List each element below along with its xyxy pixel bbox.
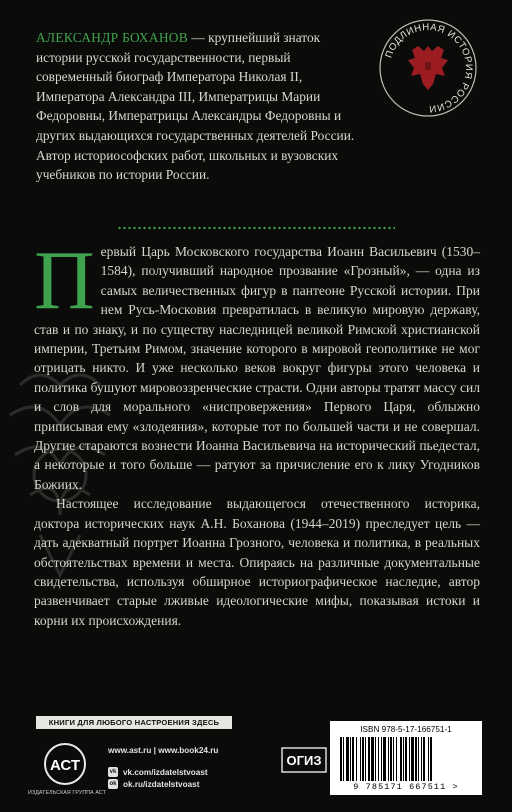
barcode-bar bbox=[340, 737, 342, 781]
vk-row bbox=[108, 766, 218, 778]
barcode-bar bbox=[421, 737, 422, 781]
author-bio-text: — крупнейший знаток истории русской государственности, первый современный биограф Императора Николая II, Императора Александра III, Императрицы Марии Федоровны, Императрицы Александры Федоровны и других выдающихся государственных деятелей России. Автор историософских работ, школьных и вузовских учебников по истории России. bbox=[36, 30, 355, 183]
barcode-bar bbox=[350, 737, 351, 781]
barcode bbox=[330, 721, 482, 795]
author-name: АЛЕКСАНДР БОХАНОВ bbox=[36, 30, 188, 45]
ok-icon: ok bbox=[109, 781, 117, 787]
barcode-bar bbox=[378, 737, 379, 781]
seal-text: ПОДЛИННАЯ ИСТОРИЯ РОССИИ bbox=[383, 21, 475, 115]
barcode-bar bbox=[409, 737, 410, 781]
dropcap: П bbox=[34, 234, 95, 327]
barcode-bar bbox=[352, 737, 354, 781]
ast-logo bbox=[36, 738, 94, 796]
barcode-bar bbox=[390, 737, 392, 781]
vk-link[interactable]: vk.com/izdatelstvoast bbox=[123, 767, 208, 777]
ok-row bbox=[108, 778, 218, 790]
barcode-bars bbox=[338, 737, 474, 781]
ok-link[interactable]: ok.ru/izdatelstvoast bbox=[123, 779, 200, 789]
barcode-bar bbox=[371, 737, 374, 781]
barcode-bar bbox=[415, 737, 417, 781]
barcode-bar bbox=[403, 737, 404, 781]
ogiz-logo bbox=[281, 747, 327, 773]
publisher-subtitle: ИЗДАТЕЛЬСКАЯ ГРУППА АСТ bbox=[28, 790, 106, 796]
barcode-bar bbox=[375, 737, 376, 781]
barcode-bar bbox=[356, 737, 357, 781]
barcode-bar bbox=[418, 737, 419, 781]
barcode-bar bbox=[346, 737, 349, 781]
barcode-bar bbox=[343, 737, 344, 781]
barcode-bar bbox=[423, 737, 425, 781]
annotation-paragraph-1: Первый Царь Московского государства Иоанн Васильевич (1530–1584), получивший народное прозвание «Грозный», — одна из самых величественных фигур в пантеоне Русской истории. При нем Русь-Московия превратилась в великую мировую державу, став и по знаку, и по существу наследницей великой Римской христианской империи, Третьим Римом, значение которого в мировой геополитике не мог отрицать никто. И уже несколько веков вокруг фигуры этого человека и политика бушуют мировоззренческие страсти. Одни авторы тратят массу сил и слов для морального «ниспровержения» Первого Царя, облыжно приписывая ему «злодеяния», которые тот по большей части и не совершал. Другие стараются вознести Иоанна Васильевича на исторический пьедестал, а некоторые и того больше — ратуют за причисление его к лику Угодников Божиих. bbox=[34, 234, 481, 492]
barcode-bar bbox=[383, 737, 386, 781]
annotation-paragraph-2: Настоящее исследование выдающегося отечественного историка, доктора исторических наук А.Н. Боханова (1944–2019) преследует цель — дать адекватный портрет Иоанна Грозного, человека и политика, в реальных обстоятельствах времени и места. Опираясь на различные документальные свидетельства, используя обширное историографическое наследие, автор развенчивает старые лживые идеологические мифы, показывая истоки и корни их происхождения. bbox=[34, 496, 480, 628]
svg-text:ОГИЗ: ОГИЗ bbox=[286, 753, 322, 768]
author-bio bbox=[36, 28, 366, 185]
websites-link[interactable]: www.ast.ru | www.book24.ru bbox=[108, 745, 219, 755]
barcode-bar bbox=[388, 737, 389, 781]
barcode-bar bbox=[428, 737, 429, 781]
svg-text:АСТ: АСТ bbox=[49, 757, 81, 774]
barcode-bar bbox=[368, 737, 370, 781]
barcode-bar bbox=[362, 737, 364, 781]
barcode-bar bbox=[393, 737, 394, 781]
barcode-bar bbox=[400, 737, 402, 781]
barcode-bar bbox=[396, 737, 397, 781]
barcode-digits: 9 785171 667511 > bbox=[353, 782, 459, 792]
websites-row bbox=[108, 744, 218, 756]
barcode-bar bbox=[430, 737, 432, 781]
barcode-bar bbox=[381, 737, 382, 781]
dotted-divider bbox=[117, 226, 395, 230]
publisher-links bbox=[108, 744, 218, 790]
barcode-bar bbox=[411, 737, 414, 781]
series-seal bbox=[378, 18, 478, 118]
barcode-bar bbox=[405, 737, 407, 781]
publisher-tagline: КНИГИ ДЛЯ ЛЮБОГО НАСТРОЕНИЯ ЗДЕСЬ bbox=[36, 716, 232, 729]
annotation bbox=[34, 234, 481, 630]
barcode-bar bbox=[360, 737, 361, 781]
barcode-bar bbox=[365, 737, 366, 781]
isbn-text: ISBN 978-5-17-166751-1 bbox=[360, 725, 452, 734]
vk-icon: vk bbox=[109, 769, 117, 775]
